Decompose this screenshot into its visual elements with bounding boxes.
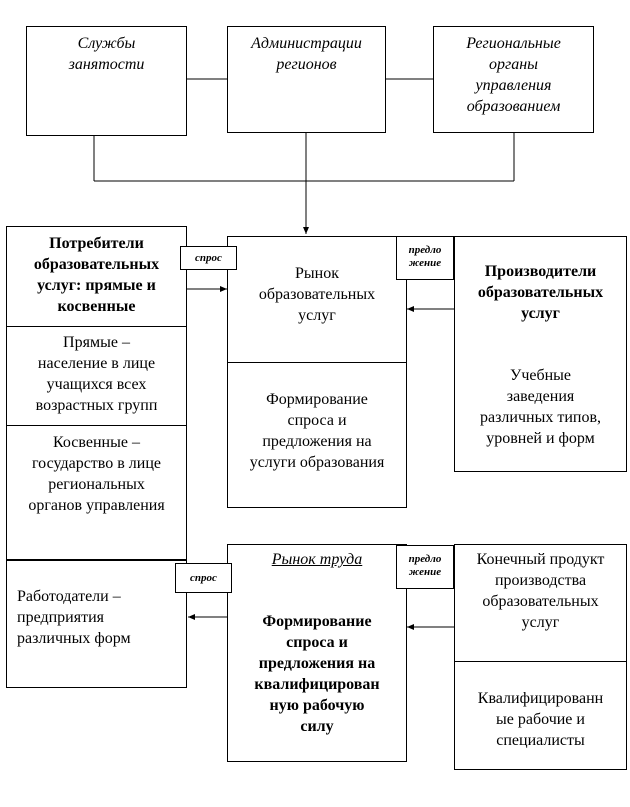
producers-box: [454, 236, 627, 472]
divider: [455, 661, 626, 662]
end-product-box: [454, 544, 627, 770]
direct-consumers-label: Прямые – население в лице учащихся всех возрастных групп: [35, 334, 158, 414]
education-market-title: Рынок образовательных услуг: [258, 265, 376, 324]
indirect-consumers-label: Косвенные – государство в лице региональных органов управления: [28, 434, 165, 514]
demand-tag: спрос: [175, 563, 232, 593]
regional-education-bodies-box: [433, 26, 594, 133]
consumers-box: [6, 226, 187, 560]
regional-education-bodies-label: Региональные органы управления образованием: [466, 35, 561, 115]
employers-label: Работодатели – предприятия различных форм: [17, 588, 131, 647]
divider: [7, 425, 186, 426]
end-product-title: Конечный продукт производства образовательных услуг: [476, 551, 605, 631]
divider: [228, 362, 406, 363]
consumers-title: Потребители образовательных услуг: прямые и косвенные: [33, 235, 160, 315]
demand-tag: спрос: [180, 246, 237, 270]
employment-services-box: [26, 26, 187, 136]
labor-market-title: Рынок труда: [271, 551, 363, 568]
regional-administrations-box: [227, 26, 386, 133]
divider: [7, 326, 186, 327]
qualified-workers-label: Квалифицированн ые рабочие и специалисты: [477, 690, 604, 749]
labor-market-formation: Формирование спроса и предложения на квалифицирован ную рабочую силу: [254, 613, 380, 735]
education-market-box: [227, 236, 407, 508]
education-market-formation: Формирование спроса и предложения на услуги образования: [249, 391, 385, 471]
producers-title: Производители образовательных услуг: [477, 263, 604, 322]
labor-market-box: [227, 544, 407, 762]
employers-box: [6, 560, 187, 688]
regional-administrations-label: Администрации регионов: [251, 35, 362, 73]
supply-tag: предло жение: [396, 545, 454, 589]
supply-tag: предло жение: [396, 236, 454, 280]
employment-services-label: Службы занятости: [68, 35, 145, 73]
educational-institutions-label: Учебные заведения различных типов, уровней и форм: [480, 367, 601, 447]
